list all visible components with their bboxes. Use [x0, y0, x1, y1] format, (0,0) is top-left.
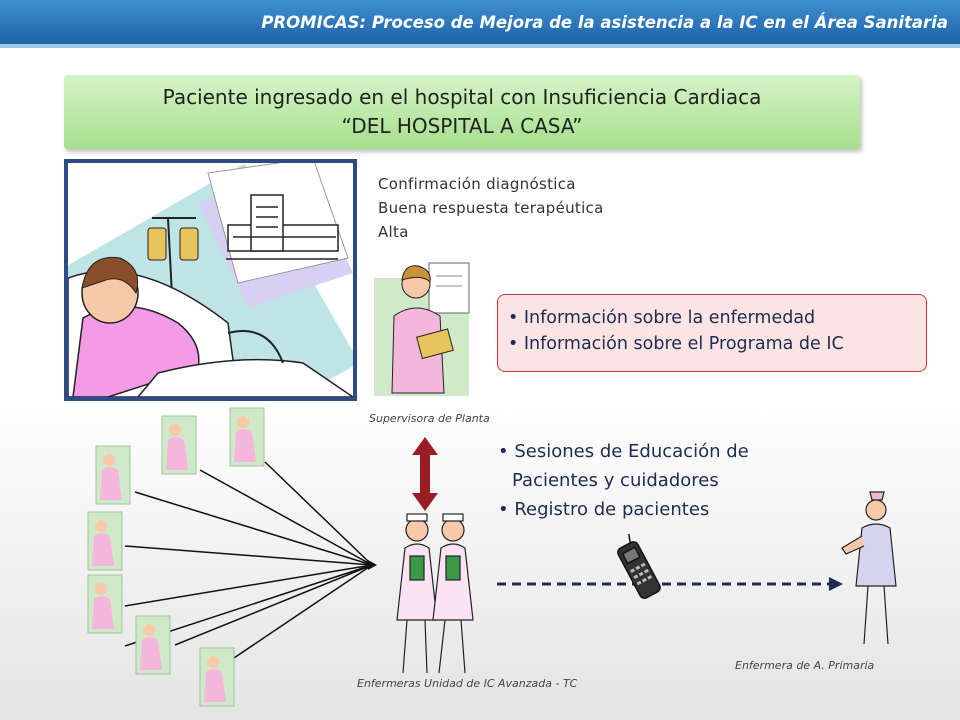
hospital-patient-image: [64, 159, 357, 401]
primary-nurse-caption: Enfermera de A. Primaria: [735, 659, 875, 672]
criteria-list: [378, 172, 604, 244]
double-arrow: [410, 437, 440, 511]
title-box: [64, 75, 860, 149]
title-line-1: Paciente ingresado en el hospital con Insuficiencia Cardiaca: [162, 85, 762, 109]
nurse-pair-icon: [393, 508, 479, 680]
info-item: • Información sobre la enfermedad: [508, 305, 926, 331]
header-title: PROMICAS: Proceso de Mejora de la asistencia a la IC en el Área Sanitaria: [261, 13, 948, 32]
info-item: • Información sobre el Programa de IC: [508, 331, 926, 357]
criteria-item: Buena respuesta terapéutica: [378, 199, 604, 217]
patient-card-icon: [88, 408, 264, 706]
criteria-item: Confirmación diagnóstica: [378, 175, 576, 193]
hospital-patient-clipart: [68, 163, 353, 397]
dashed-link: [495, 572, 845, 596]
primary-care-nurse-icon: [832, 486, 900, 652]
education-item: • Registro de pacientes: [498, 495, 749, 524]
education-item: • Sesiones de Educación de: [498, 437, 749, 466]
patient-network: [80, 400, 400, 710]
nurse-clipboard-icon: [374, 258, 474, 396]
title-line-2: “DEL HOSPITAL A CASA”: [341, 114, 583, 138]
nurses-unit-caption: Enfermeras Unidad de IC Avanzada - TC: [357, 677, 578, 690]
education-list: [498, 437, 749, 524]
education-item-cont: Pacientes y cuidadores: [512, 470, 719, 491]
criteria-item: Alta: [378, 223, 409, 241]
info-box: [497, 294, 927, 372]
telephone-icon: [612, 534, 666, 606]
supervisor-caption: Supervisora de Planta: [369, 412, 490, 425]
